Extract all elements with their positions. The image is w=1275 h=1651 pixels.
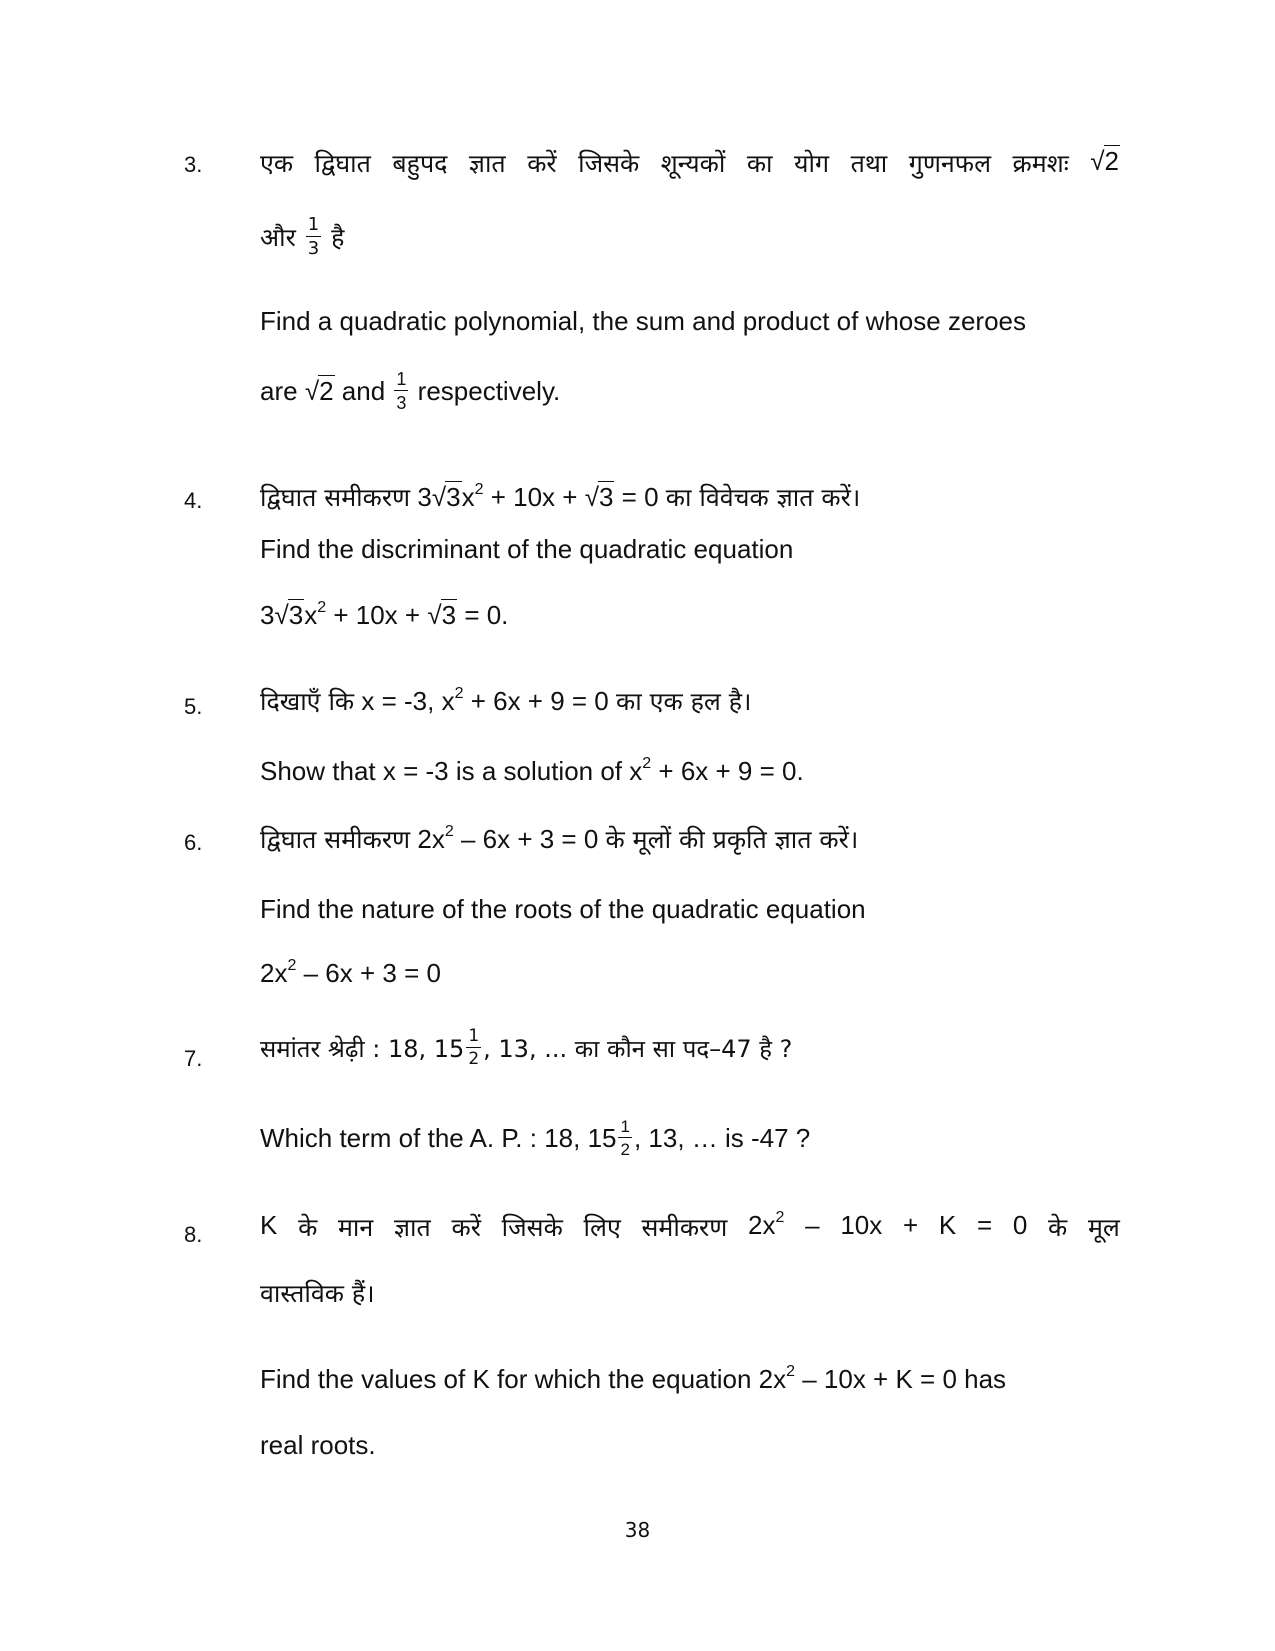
q8-hindi-word: के — [1048, 1213, 1068, 1242]
fraction — [394, 370, 408, 412]
equation-part: + 6x + 9 = 0 — [470, 686, 609, 716]
q8-hindi-line2: वास्तविक हैं। — [260, 1279, 375, 1308]
variable: x — [304, 600, 318, 630]
q4-english-equation — [260, 600, 508, 631]
question-number: 6. — [184, 830, 203, 855]
coefficient: 3 — [417, 482, 432, 512]
radicand: 2 — [1104, 146, 1119, 176]
q5-hindi-line — [260, 684, 752, 718]
equation-part: = — [976, 1210, 993, 1240]
denominator: 2 — [620, 1140, 630, 1159]
square-root — [432, 482, 462, 513]
exponent: 2 — [775, 1209, 785, 1226]
numerator: 1 — [307, 214, 320, 235]
equation-part: 2x — [417, 824, 445, 854]
q8-hindi-word: के — [298, 1213, 318, 1242]
q3-hindi-word: क्रमशः — [1012, 149, 1069, 178]
q8-hindi-word: K — [260, 1210, 278, 1240]
exponent: 2 — [786, 1363, 795, 1380]
exponent: 2 — [474, 481, 484, 498]
q3-hindi-word: शून्यकों — [660, 149, 726, 178]
q8-hindi-word: मूल — [1087, 1213, 1120, 1242]
q8-hindi-word: जिसके — [501, 1213, 563, 1242]
equation-part: K — [938, 1210, 957, 1240]
radical-sign: √ — [584, 482, 599, 512]
coefficient: 3 — [260, 600, 275, 630]
equation-part: = 0. — [464, 600, 509, 630]
q3-hindi-word: जिसके — [578, 149, 640, 178]
square-root — [585, 482, 615, 513]
equation-part: – 6x + 3 = 0 — [460, 824, 599, 854]
q5-hindi-text: दिखाएँ कि — [260, 687, 355, 716]
square-root — [305, 376, 335, 407]
q3-hindi-word: का — [746, 149, 773, 178]
q3-hindi-word: एक — [260, 149, 294, 178]
q3-english-line2 — [260, 369, 561, 414]
equation-part: 0 — [1012, 1210, 1028, 1240]
q8-hindi-word: समीकरण — [641, 1213, 728, 1242]
variable: x — [461, 482, 475, 512]
q8-english-text: Find the values of K for which the equation 2x — [260, 1364, 787, 1394]
numerator: 1 — [468, 1026, 480, 1046]
q3-hindi-word: गुणनफल — [908, 149, 992, 178]
q3-hindi-word: करें — [527, 149, 557, 178]
radical-sign: √ — [431, 482, 447, 512]
page-number: 38 — [624, 1518, 651, 1542]
q8-english-text: – 10x + K = 0 has — [802, 1364, 1007, 1394]
q3-english-text: respectively. — [417, 375, 561, 406]
variable: x — [441, 686, 455, 716]
q6-hindi-text: द्विघात समीकरण — [260, 825, 411, 854]
square-root — [274, 600, 304, 631]
exponent: 2 — [317, 599, 327, 616]
fraction — [306, 216, 321, 258]
radicand: 3 — [441, 600, 457, 630]
q3-hindi-word: द्विघात — [314, 149, 371, 178]
question-number: 4. — [184, 488, 203, 513]
equation-part: – — [805, 1210, 820, 1240]
exponent: 2 — [454, 685, 464, 702]
numerator: 1 — [620, 1117, 630, 1136]
radical-sign: √ — [274, 600, 289, 630]
q3-hindi-word: तथा — [850, 149, 888, 178]
equation-part: – 6x + 3 = 0 — [303, 958, 441, 988]
q8-hindi-word: करें — [451, 1213, 481, 1242]
q7-english-text: Which term of the A. P. : 18, 15 — [260, 1122, 617, 1153]
equation-part: 10x — [840, 1210, 883, 1240]
q3-hindi-line1 — [260, 146, 1120, 180]
q6-english-line: Find the nature of the roots of the quadratic equation — [260, 894, 866, 924]
q8-english-line1 — [260, 1364, 1006, 1395]
q4-english-line: Find the discriminant of the quadratic equation — [260, 534, 794, 564]
q6-hindi-text: के मूलों की प्रकृति ज्ञात करें। — [605, 825, 859, 854]
denominator: 3 — [396, 393, 407, 413]
variable: x — [629, 756, 643, 786]
equation-part: + — [902, 1210, 919, 1240]
q3-hindi-text: और — [260, 223, 296, 252]
q4-hindi-text: द्विघात समीकरण — [260, 483, 411, 512]
radicand: 3 — [446, 482, 461, 512]
exponent: 2 — [642, 755, 652, 772]
numerator: 1 — [396, 369, 407, 389]
question-number: 7. — [184, 1046, 203, 1071]
equation-part: = 0 — [621, 482, 659, 512]
radical-sign: √ — [427, 600, 442, 630]
q5-english-line — [260, 756, 804, 787]
exponent: 2 — [287, 957, 297, 974]
radicand: 2 — [319, 375, 334, 406]
q3-english-text: and — [341, 375, 386, 406]
fraction — [466, 1028, 481, 1068]
square-root — [1090, 146, 1120, 180]
q3-hindi-text: है — [331, 223, 345, 252]
equation-part: + 10x + — [333, 600, 421, 630]
q3-hindi-word: ज्ञात — [468, 149, 506, 178]
q7-hindi-text: , 13, ... — [483, 1035, 568, 1063]
q3-english-line1: Find a quadratic polynomial, the sum and product of whose zeroes — [260, 306, 1026, 336]
radicand: 3 — [288, 600, 304, 630]
q8-hindi-word: ज्ञात — [394, 1213, 431, 1242]
q7-english-line — [260, 1117, 811, 1160]
equation-part: + 6x + 9 = 0. — [658, 756, 804, 786]
radicand: 3 — [598, 482, 614, 512]
q4-hindi-text: का विवेचक ज्ञात करें। — [665, 483, 861, 512]
q8-english-line2: real roots. — [260, 1430, 376, 1460]
equation-part: x = -3, — [361, 686, 435, 716]
radical-sign: √ — [1090, 146, 1105, 176]
q3-hindi-line2 — [260, 214, 345, 260]
q3-hindi-word: योग — [794, 149, 830, 178]
equation-part: 2x — [260, 958, 288, 988]
equation-part: $2x^2$ — [748, 1209, 785, 1240]
question-number: 3. — [184, 152, 203, 177]
equation-part: + 10x + — [490, 482, 578, 512]
question-number: 8. — [184, 1222, 203, 1247]
radical-sign: √ — [304, 375, 320, 406]
square-root — [427, 600, 457, 631]
fraction — [618, 1118, 631, 1158]
q7-english-text: , 13, … is -47 ? — [633, 1122, 811, 1153]
question-number: 5. — [184, 694, 203, 719]
q4-hindi-line — [260, 480, 860, 514]
q5-english-text: Show that x = -3 is a solution of — [260, 756, 623, 786]
denominator: 3 — [307, 238, 320, 259]
q8-hindi-word: मान — [337, 1213, 374, 1242]
denominator: 2 — [468, 1049, 480, 1069]
q7-hindi-line — [260, 1026, 793, 1070]
q8-hindi-word: लिए — [583, 1213, 621, 1242]
q6-english-equation — [260, 958, 441, 989]
q7-hindi-text: समांतर श्रेढ़ी : 18, 15 — [260, 1035, 465, 1063]
q8-hindi-line1 — [260, 1210, 1120, 1244]
q3-english-text: are — [260, 375, 298, 406]
q6-hindi-line — [260, 822, 858, 856]
q3-hindi-word: बहुपद — [392, 149, 448, 178]
exponent: 2 — [444, 823, 454, 840]
q5-hindi-text: का एक हल है। — [616, 687, 752, 716]
q7-hindi-text: का कौन सा पद–47 है ? — [574, 1035, 793, 1063]
